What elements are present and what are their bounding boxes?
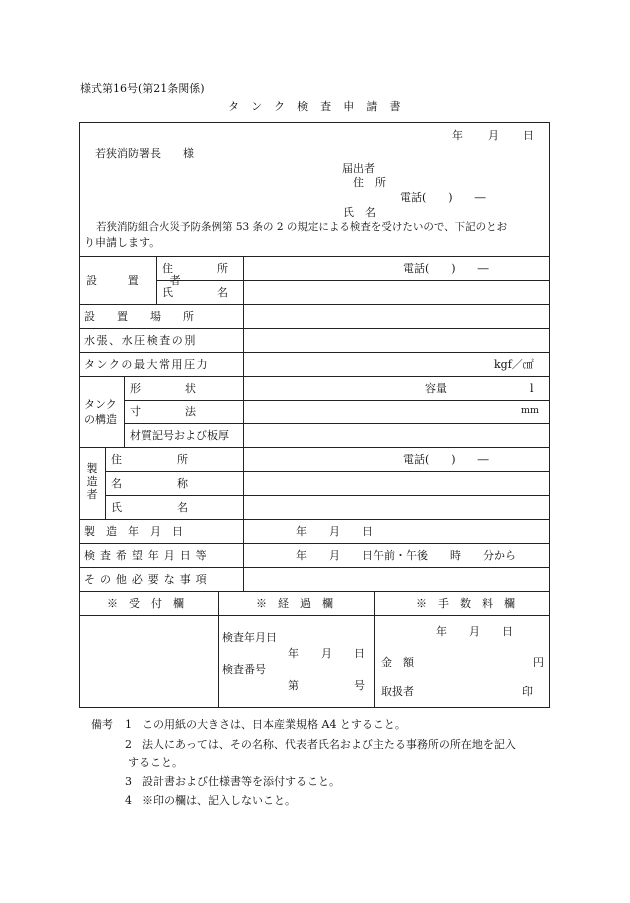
rule bbox=[105, 495, 550, 496]
rule bbox=[218, 591, 219, 708]
mfg-date-label: 製 造 年 月 日 bbox=[84, 525, 183, 538]
rule bbox=[124, 376, 125, 447]
installer-name-label: 氏 名 bbox=[162, 286, 228, 299]
yen-label: 円 bbox=[533, 656, 544, 669]
statement-line1: 若狭消防組合火災予防条例第 53 条の 2 の規定による検査を受けたいので、下記のとお bbox=[96, 221, 508, 233]
inspection-date-value: 年 月 日 bbox=[288, 647, 365, 660]
applicant-name-label: 氏 名 bbox=[343, 206, 376, 219]
manufacturer-label: 製造者 bbox=[86, 462, 98, 501]
addressee: 若狭消防署長 様 bbox=[95, 147, 194, 160]
desired-date-value: 年 月 日午前・午後 時 分から bbox=[296, 549, 516, 562]
note-2a: 法人にあっては、その名称、代表者氏名および主たる事務所の所在地を記入 bbox=[142, 738, 516, 751]
rule bbox=[79, 256, 550, 257]
rule bbox=[79, 591, 550, 592]
installer-phone-label: 電話( ) ― bbox=[403, 262, 489, 275]
note-4: ※印の欄は、記入しないこと。 bbox=[142, 794, 296, 807]
other-label: その他必要な事項 bbox=[84, 573, 212, 586]
shape-label: 形 状 bbox=[130, 382, 196, 395]
handler-label: 取扱者 bbox=[381, 685, 414, 698]
rule bbox=[79, 304, 550, 305]
date-day-label: 日 bbox=[523, 129, 534, 142]
dimensions-label: 寸 法 bbox=[130, 405, 196, 418]
manufacturer-phone-label: 電話( ) ― bbox=[403, 453, 489, 466]
rule bbox=[79, 567, 550, 568]
installer-label: 設 置 者 bbox=[86, 274, 191, 287]
note-2-number: 2 bbox=[125, 738, 132, 751]
rule bbox=[79, 615, 550, 616]
max-pressure-label: タンクの最大常用圧力 bbox=[84, 358, 210, 371]
structure-label-1: タンク bbox=[84, 398, 117, 411]
rule bbox=[124, 423, 550, 424]
rule bbox=[79, 519, 550, 520]
capacity-label: 容量 bbox=[425, 382, 447, 395]
applicant-phone-label: 電話( ) ― bbox=[400, 191, 486, 204]
note-4-number: 4 bbox=[125, 794, 132, 807]
location-label: 設 置 場 所 bbox=[84, 310, 194, 323]
rule bbox=[79, 352, 550, 353]
statement-line2: り申請します。 bbox=[84, 236, 161, 249]
rule bbox=[374, 591, 375, 708]
manufacturer-address-label: 住 所 bbox=[111, 453, 188, 466]
fee-date-value: 年 月 日 bbox=[436, 625, 513, 638]
rule bbox=[105, 447, 106, 519]
notifier-label: 届出者 bbox=[342, 162, 375, 175]
structure-label-2: の構造 bbox=[84, 413, 117, 426]
note-1: この用紙の大きさは、日本産業規格 A4 とすること。 bbox=[142, 718, 406, 731]
material-label: 材質記号および板厚 bbox=[130, 429, 229, 442]
seal-label: 印 bbox=[522, 685, 533, 698]
date-month-label: 月 bbox=[488, 129, 499, 142]
pressure-unit: kgf／㎠ bbox=[494, 358, 534, 371]
inspection-number-value: 第 号 bbox=[288, 679, 365, 692]
manufacturer-name-label: 氏 名 bbox=[111, 501, 188, 514]
mfg-date-value: 年 月 日 bbox=[296, 525, 373, 538]
test-type-label: 水張、水圧検査の別 bbox=[84, 334, 197, 347]
inspection-date-label: 検査年月日 bbox=[222, 631, 277, 644]
date-year-label: 年 bbox=[452, 129, 463, 142]
dimensions-unit: mm bbox=[521, 405, 540, 416]
manufacturer-company-label: 名 称 bbox=[111, 477, 188, 490]
reception-header: ※ 受 付 欄 bbox=[107, 597, 184, 610]
rule bbox=[243, 256, 244, 591]
inspection-number-label: 検査番号 bbox=[222, 663, 266, 676]
progress-header: ※ 経 過 欄 bbox=[256, 597, 333, 610]
form-number: 様式第16号(第21条関係) bbox=[80, 82, 205, 95]
installer-address-label: 住 所 bbox=[162, 262, 228, 275]
rule bbox=[105, 471, 550, 472]
note-3-number: 3 bbox=[125, 775, 132, 788]
rule bbox=[124, 400, 550, 401]
desired-date-label: 検査希望年月日等 bbox=[84, 549, 212, 562]
rule bbox=[156, 280, 550, 281]
note-3: 設計書および仕様書等を添付すること。 bbox=[142, 775, 340, 788]
rule bbox=[79, 376, 550, 377]
fee-header: ※ 手 数 料 欄 bbox=[416, 597, 515, 610]
amount-label: 金 額 bbox=[381, 656, 414, 669]
rule bbox=[79, 447, 550, 448]
rule bbox=[79, 328, 550, 329]
applicant-address-label: 住 所 bbox=[353, 176, 386, 189]
rule bbox=[79, 543, 550, 544]
form-title: タンク検査申請書 bbox=[228, 100, 413, 113]
note-1-number: 1 bbox=[125, 718, 132, 731]
note-2b: すること。 bbox=[128, 756, 183, 769]
notes-label: 備考 bbox=[91, 718, 113, 731]
capacity-unit: l bbox=[530, 382, 534, 395]
